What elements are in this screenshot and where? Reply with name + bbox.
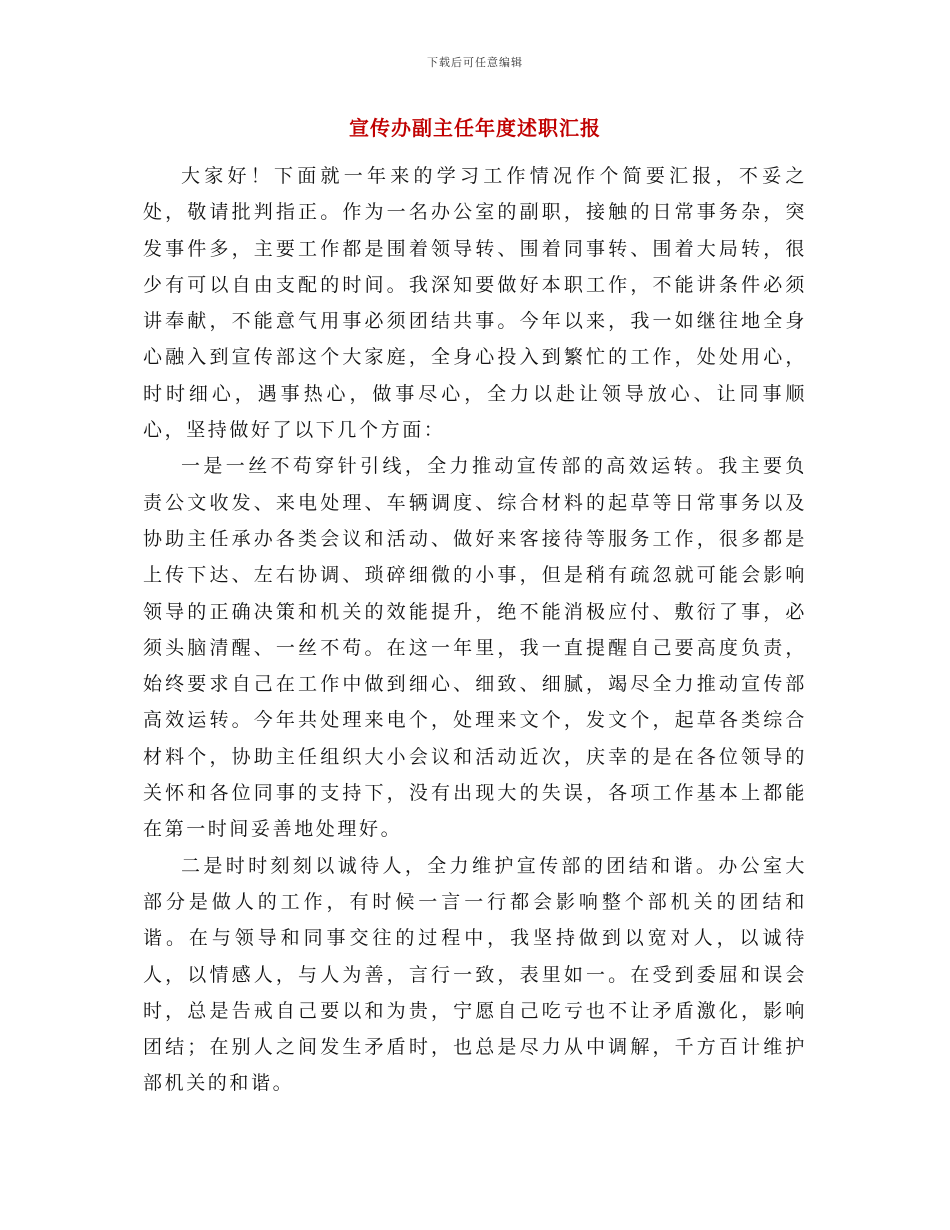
document-body bbox=[143, 158, 807, 1102]
paragraph-point-one: 一是一丝不苟穿针引线，全力推动宣传部的高效运转。我主要负责公文收发、来电处理、车辆调度、综合材料的起草等日常事务以及协助主任承办各类会议和活动、做好来客接待等服务工作，很多都是上传下达、左右协调、琐碎细微的小事，但是稍有疏忽就可能会影响领导的正确决策和机关的效能提升，绝不能消极应付、敷衍了事，必须头脑清醒、一丝不苟。在这一年里，我一直提醒自己要高度负责，始终要求自己在工作中做到细心、细致、细腻，竭尽全力推动宣传部高效运转。今年共处理来电个，处理来文个，发文个，起草各类综合材料个，协助主任组织大小会议和活动近次，庆幸的是在各位领导的关怀和各位同事的支持下，没有出现大的失误，各项工作基本上都能在第一时间妥善地处理好。 bbox=[143, 455, 807, 841]
paragraph-intro: 大家好！下面就一年来的学习工作情况作个简要汇报，不妥之处，敬请批判指正。作为一名办公室的副职，接触的日常事务杂，突发事件多，主要工作都是围着领导转、围着同事转、围着大局转，很少有可以自由支配的时间。我深知要做好本职工作，不能讲条件必须讲奉献，不能意气用事必须团结共事。今年以来，我一如继往地全身心融入到宣传部这个大家庭，全身心投入到繁忙的工作，处处用心，时时细心，遇事热心，做事尽心，全力以赴让领导放心、让同事顺心，坚持做好了以下几个方面： bbox=[143, 165, 807, 442]
document-title: 宣传办副主任年度述职汇报 bbox=[349, 116, 601, 140]
paragraph-point-two: 二是时时刻刻以诚待人，全力维护宣传部的团结和谐。办公室大部分是做人的工作，有时候一言一行都会影响整个部机关的团结和谐。在与领导和同事交往的过程中，我坚持做到以宽对人，以诚待人，以情感人，与人为善，言行一致，表里如一。在受到委屈和误会时，总是告戒自己要以和为贵，宁愿自己吃亏也不让矛盾激化，影响团结；在别人之间发生矛盾时，也总是尽力从中调解，千方百计维护部机关的和谐。 bbox=[143, 854, 807, 1095]
header-note: 下载后可任意编辑 bbox=[427, 56, 523, 69]
